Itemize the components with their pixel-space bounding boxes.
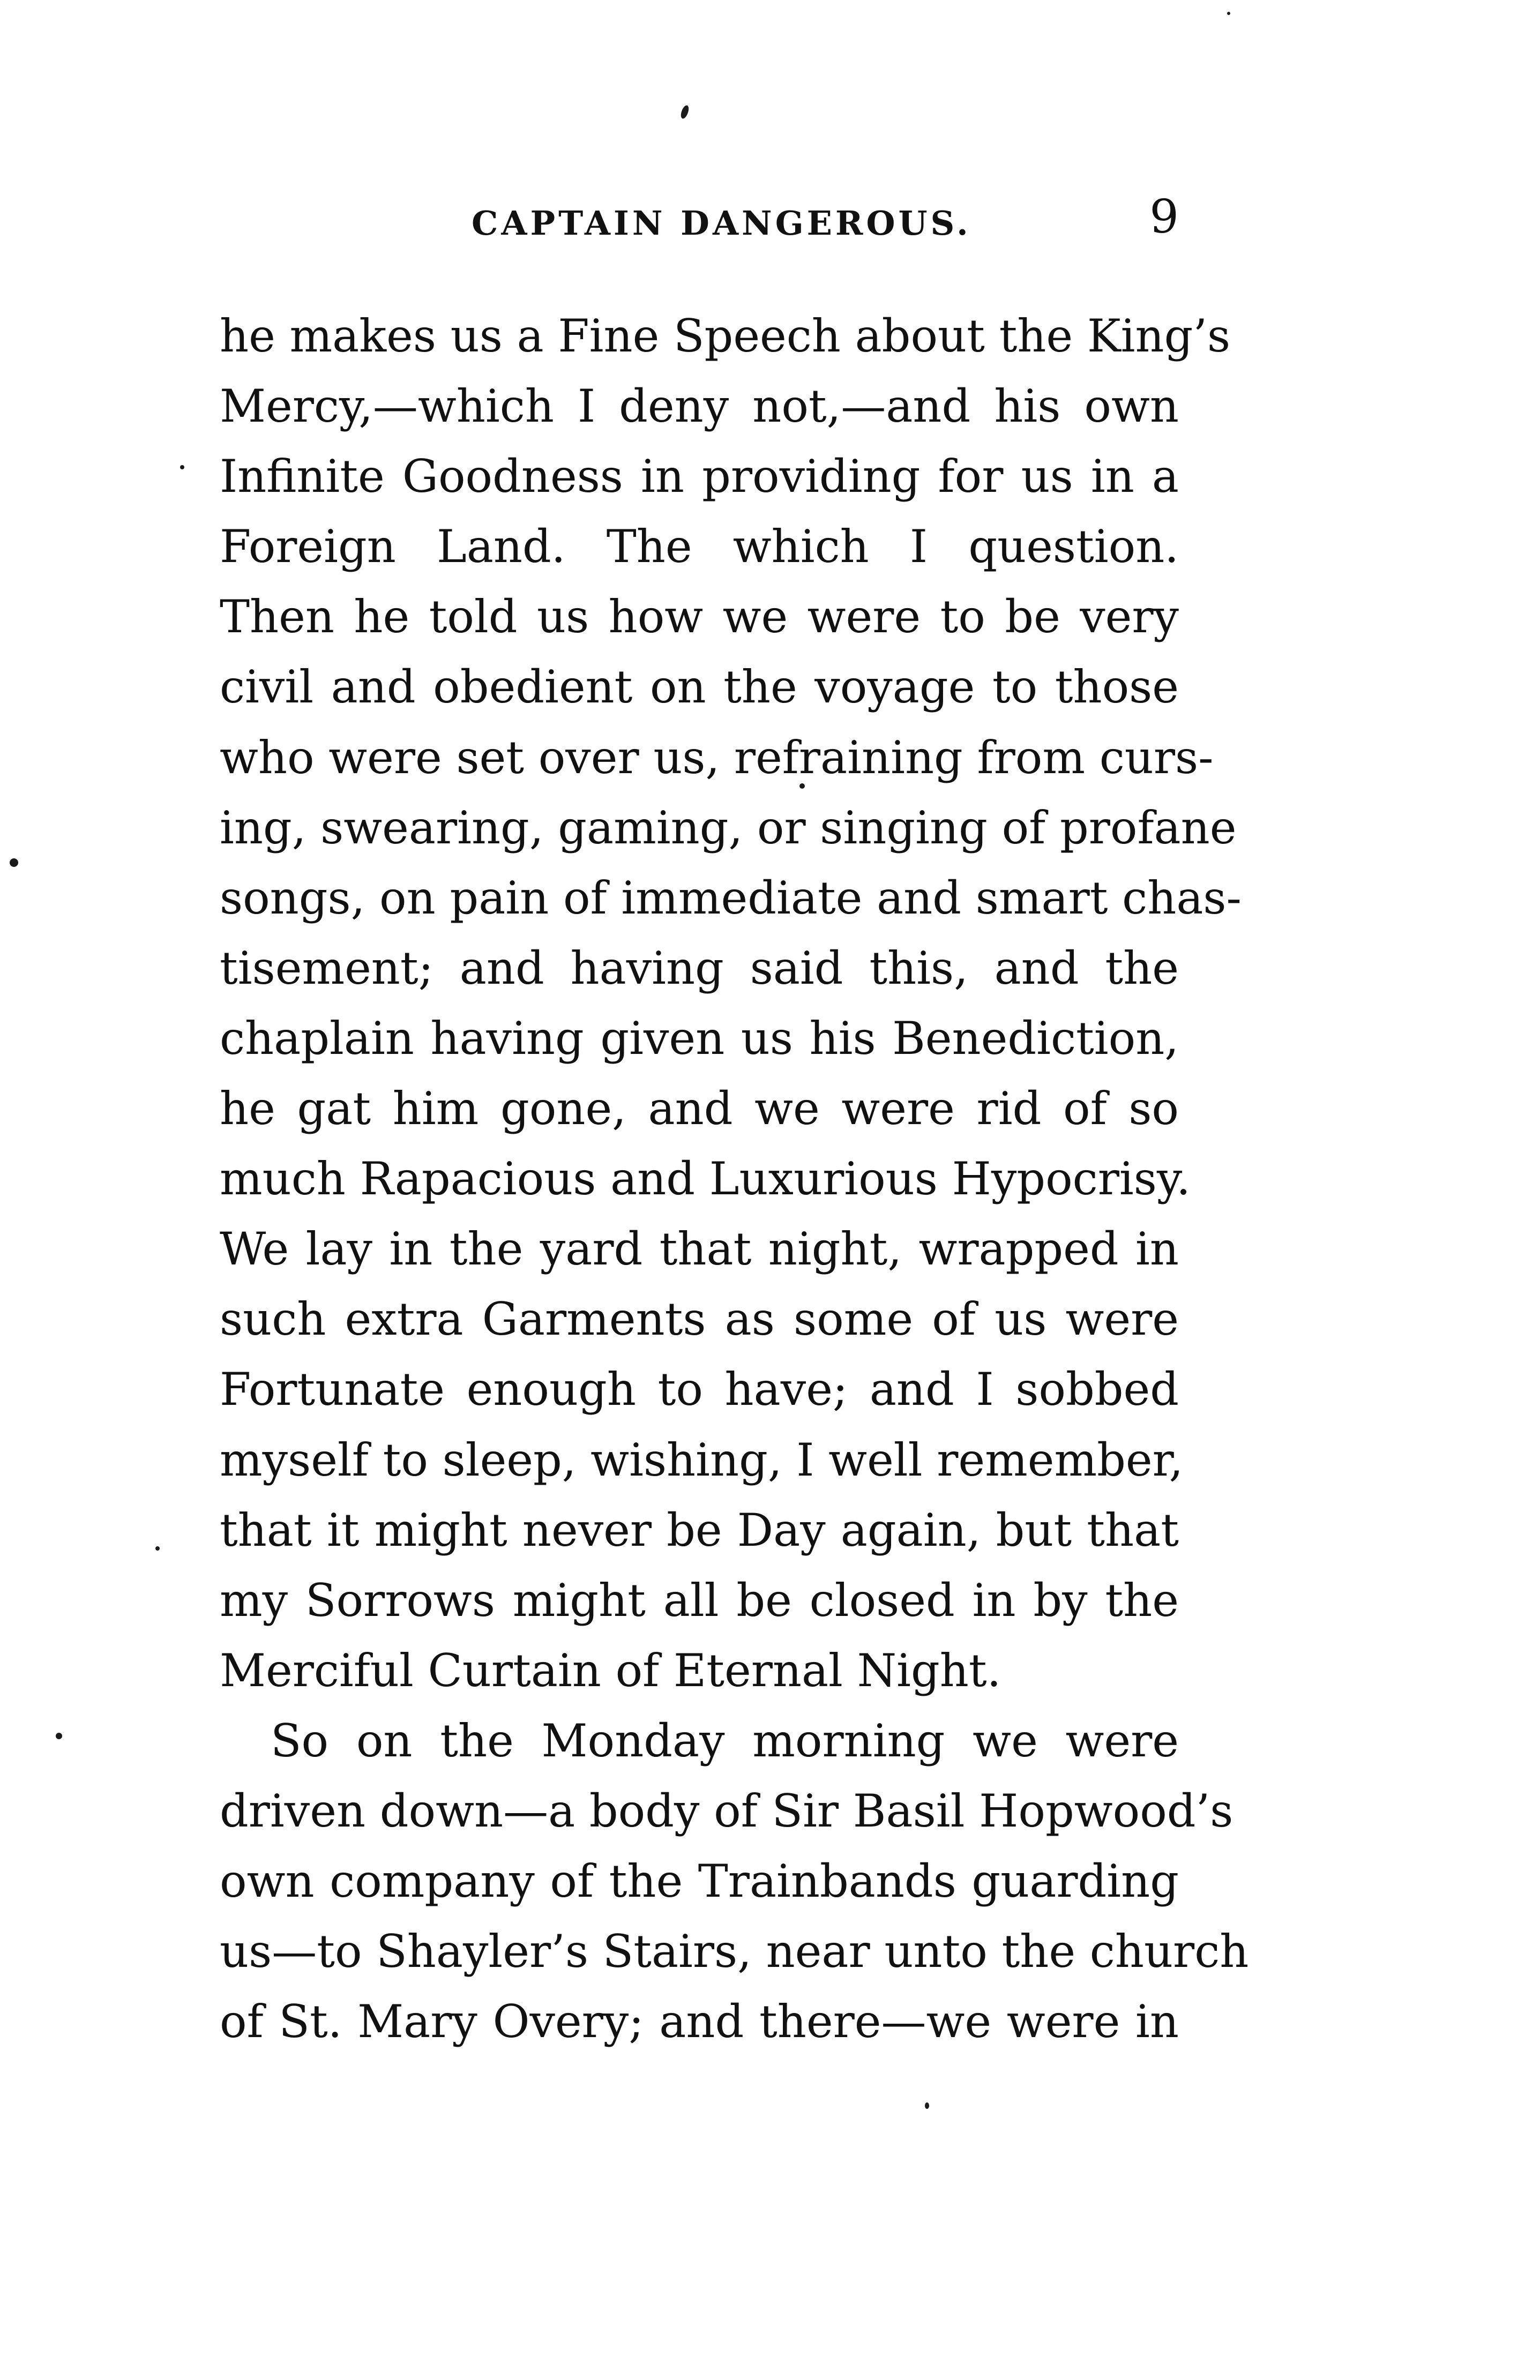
text-line: own company of the Trainbands guarding: [220, 1855, 1179, 1908]
text-line: Infinite Goodness in providing for us in a: [220, 450, 1179, 503]
ink-speck: [56, 1733, 62, 1739]
running-head: [220, 190, 1179, 249]
text-line: that it might never be Day again, but that: [220, 1503, 1179, 1556]
text-line: Foreign Land. The which I question.: [220, 520, 1179, 573]
text-line: us—to Shayler’s Stairs, near unto the church: [220, 1925, 1249, 1978]
ink-speck: [1227, 12, 1230, 15]
ink-speck: [155, 1546, 160, 1551]
text-line: driven down—a body of Sir Basil Hopwood’s: [220, 1784, 1234, 1837]
text-line: Merciful Curtain of Eternal Night.: [220, 1644, 1001, 1697]
ink-speck: [679, 104, 690, 120]
text-line: of St. Mary Overy; and there—we were in: [220, 1995, 1179, 2048]
text-line: We lay in the yard that night, wrapped in: [220, 1223, 1179, 1276]
page-number: 9: [1149, 190, 1179, 244]
text-line: myself to sleep, wishing, I well remember,: [220, 1433, 1184, 1486]
text-line: So on the Monday morning we were: [271, 1714, 1179, 1767]
text-line: Fortunate enough to have; and I sobbed: [220, 1363, 1179, 1416]
text-line: much Rapacious and Luxurious Hypocrisy.: [220, 1152, 1191, 1206]
text-line: such extra Garments as some of us were: [220, 1293, 1179, 1346]
text-line: who were set over us, refraining from curs-: [220, 731, 1214, 784]
ink-speck: [10, 858, 18, 867]
text-line: he gat him gone, and we were rid of so: [220, 1082, 1179, 1135]
text-line: chaplain having given us his Benediction,: [220, 1012, 1179, 1065]
text-line: he makes us a Fine Speech about the King’s: [220, 310, 1231, 362]
text-line: ing, swearing, gaming, or singing of profane: [220, 801, 1237, 854]
running-head-title: CAPTAIN DANGEROUS.: [472, 204, 971, 243]
text-line: civil and obedient on the voyage to those: [220, 661, 1179, 714]
text-line: my Sorrows might all be closed in by the: [220, 1574, 1179, 1627]
text-line: tisement; and having said this, and the: [220, 941, 1179, 994]
text-line: Then he told us how we were to be very: [220, 590, 1179, 643]
text-line: Mercy,—which I deny not,—and his own: [220, 380, 1179, 433]
body-text: [220, 301, 1249, 2057]
text-line: songs, on pain of immediate and smart chas-: [220, 871, 1242, 924]
ink-speck: [925, 2102, 929, 2109]
ink-speck: [180, 465, 184, 469]
